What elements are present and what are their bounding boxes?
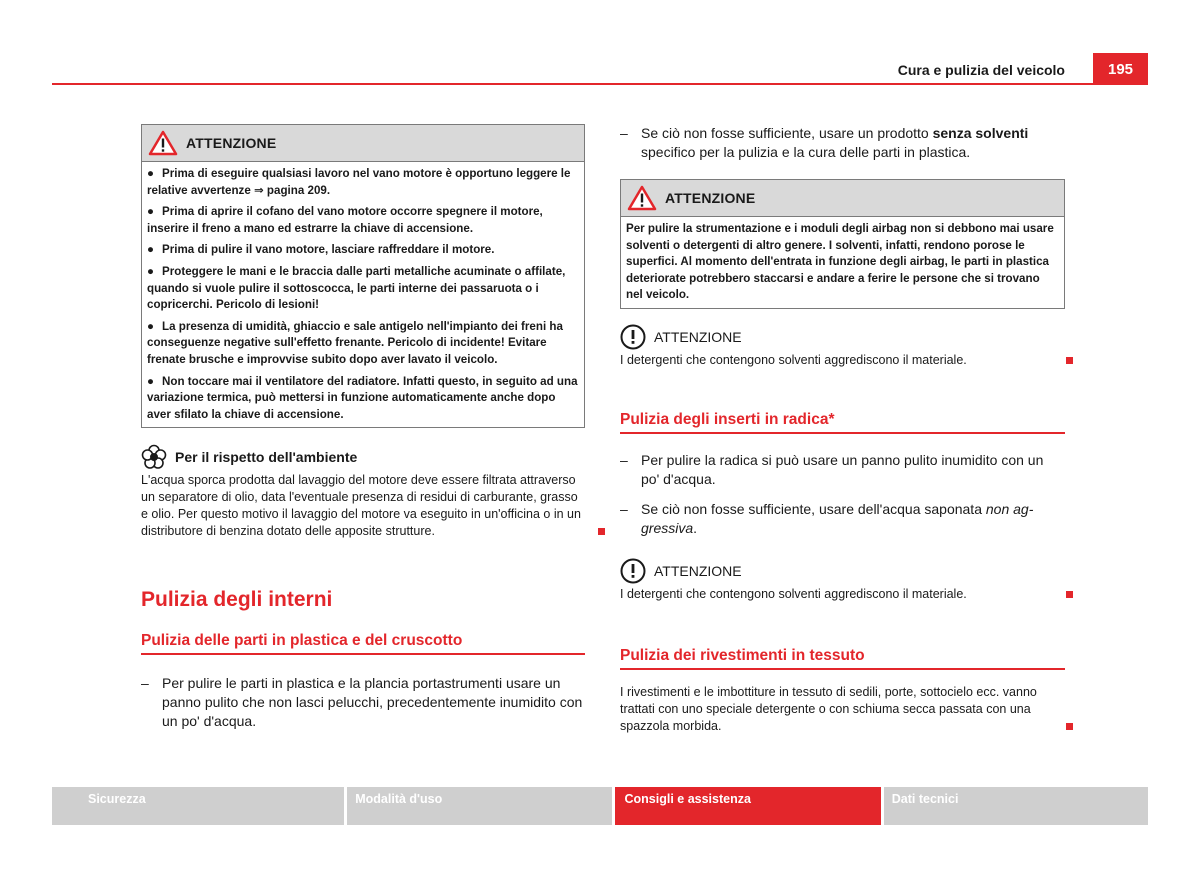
end-square-icon	[1066, 723, 1073, 730]
warning-item: ● Proteggere le mani e le braccia dalle parti metalliche acuminate o affilate, quando si vuole pulire il sottoscocca, le parti interne dei passaruota o i copricerchi. Pericolo di lesioni!	[147, 264, 566, 312]
footer-tab-sicurezza[interactable]: Sicurezza	[52, 787, 344, 825]
warning-title: ATTENZIONE	[665, 190, 756, 206]
warning-body	[142, 162, 584, 427]
warning-body	[621, 217, 1064, 308]
warning-triangle-icon	[148, 130, 178, 156]
warning-box-header	[621, 180, 1064, 217]
step-item: – Se ciò non fosse sufficiente, usare dell'acqua saponata non aggressiva.	[620, 500, 1034, 536]
exclamation-circle-icon	[620, 558, 646, 584]
engine-warning-box	[141, 124, 585, 428]
caution-text: I detergenti che contengono solventi aggrediscono il materiale.	[620, 586, 1065, 603]
step-item: – Per pulire la radica si può usare un panno pulito inumidito con un po' d'acqua.	[620, 451, 1044, 487]
environment-text: L'acqua sporca prodotta dal lavaggio del motore deve essere filtrata attraverso un separatore di olio, data l'eventuale presenza di residui di carburante, grasso e olio. Per questo motivo il lavaggio del motore va eseguito in un'officina o in un distributore di benzina dotato delle apposite strutture.	[141, 472, 585, 540]
caution-text: I detergenti che contengono solventi aggrediscono il materiale.	[620, 352, 1065, 369]
caution-title: ATTENZIONE	[654, 562, 742, 579]
flower-icon	[141, 444, 167, 470]
footer-tab-dati-tecnici[interactable]: Dati tecnici	[884, 787, 1148, 825]
header-rule	[52, 83, 1148, 85]
warning-triangle-icon	[627, 185, 657, 211]
step-item: – Per pulire le parti in plastica e la plancia portastrumenti usare un panno pulito che non lasci pelucchi, precedentemente inumidito con un po' d'acqua.	[141, 675, 583, 730]
footer-tab-modalita-uso[interactable]: Modalità d'uso	[347, 787, 611, 825]
caution-title: ATTENZIONE	[654, 328, 742, 345]
subsection-title-textiles: Pulizia dei rivestimenti in tessuto	[620, 647, 1065, 670]
textiles-text: I rivestimenti e le imbottiture in tessuto di sedili, porte, sottocielo ecc. vanno trattati con uno speciale detergente o con schiuma secca passata con una spazzola morbida.	[620, 684, 1065, 735]
end-square-icon	[1066, 357, 1073, 364]
caution-header	[620, 556, 1065, 586]
left-column	[141, 124, 585, 731]
warning-item: ● Prima di pulire il vano motore, lasciare raffreddare il motore.	[147, 243, 495, 257]
warning-item: ● La presenza di umidità, ghiaccio e sale antigelo nell'impianto dei freni ha conseguenze negative sull'effetto frenante. Pericolo di incidente! Evitare frenate brusche e improvvise subito dopo aver lavato il veicolo.	[147, 319, 563, 366]
airbag-warning-box	[620, 179, 1065, 309]
end-square-icon	[598, 528, 605, 535]
running-header-title: Cura e pulizia del veicolo	[897, 62, 1065, 78]
step-item: – Se ciò non fosse sufficiente, usare un prodotto senza solventi specifico per la pulizia e la cura delle parti in plastica.	[620, 125, 1029, 160]
warning-title: ATTENZIONE	[186, 135, 277, 151]
warning-item: ● Non toccare mai il ventilatore del radiatore. Infatti questo, in seguito ad una variazione termica, può mettersi in funzione automaticamente anche dopo aver sfilato la chiave di accensione.	[147, 374, 578, 421]
warning-text: Per pulire la strumentazione e i moduli degli airbag non si debbono mai usare solventi o detergenti di altro genere. I solventi, infatti, rendono porose le superfici. Al momento dell'entrata in funzione degli airbag, le parti in plastica deteriorate potrebbero staccarsi e andare a ferire le persone che si trovano nel veicolo.	[626, 222, 1054, 302]
exclamation-circle-icon	[620, 324, 646, 350]
environment-title: Per il rispetto dell'ambiente	[175, 449, 358, 466]
section-title: Pulizia degli interni	[141, 588, 333, 612]
caution-header	[620, 322, 1065, 352]
footer-chapter-tabs	[52, 787, 1148, 825]
warning-item: ● Prima di aprire il cofano del vano motore occorre spegnere il motore, inserire il freno a mano ed estrarre la chiave di accensione.	[147, 205, 543, 235]
environment-note-header	[141, 442, 585, 472]
right-column	[620, 124, 1065, 735]
end-square-icon	[1066, 591, 1073, 598]
warning-item: ● Prima di eseguire qualsiasi lavoro nel vano motore è opportuno leggere le relative avvertenze ⇒ pagina 209.	[147, 167, 571, 197]
subsection-title-radica: Pulizia degli inserti in radica*	[620, 411, 1065, 434]
warning-box-header	[142, 125, 584, 162]
footer-tab-consigli-assistenza[interactable]: Consigli e assistenza	[615, 787, 881, 825]
page-number: 195	[1093, 53, 1148, 85]
subsection-title-plastics: Pulizia delle parti in plastica e del cruscotto	[141, 632, 585, 655]
